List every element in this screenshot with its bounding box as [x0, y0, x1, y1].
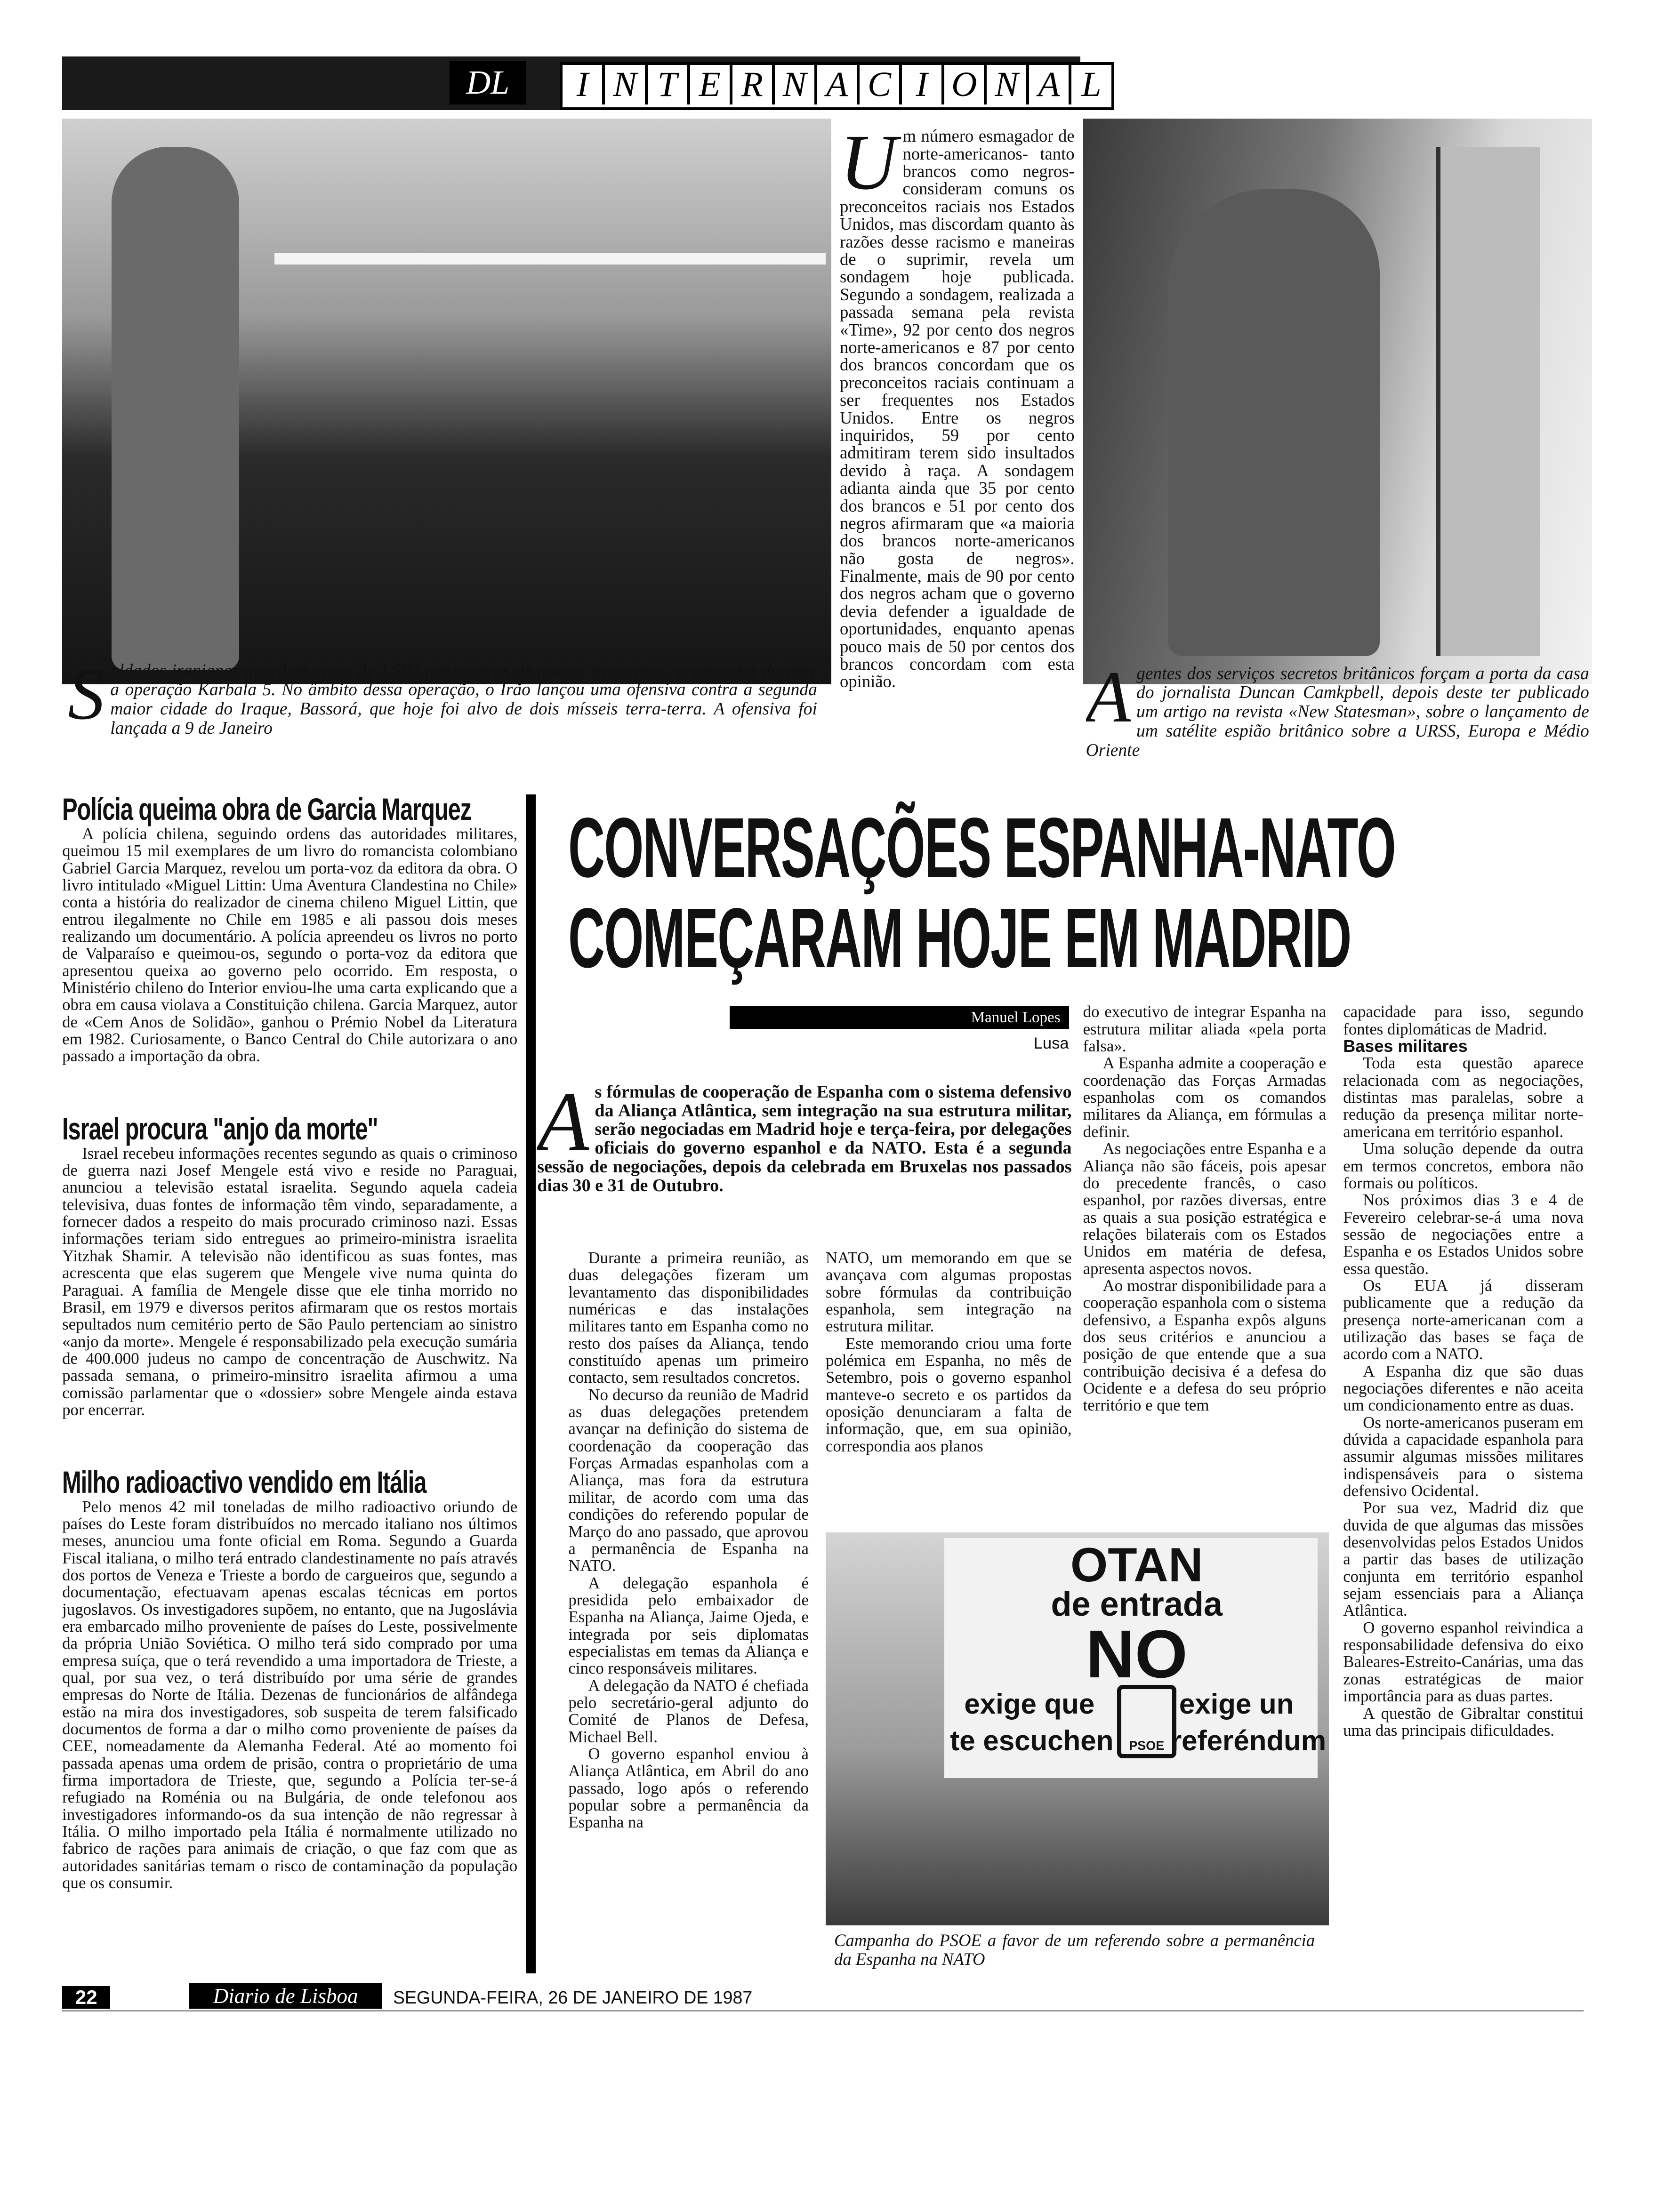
- footer-date: SEGUNDA-FEIRA, 26 DE JANEIRO DE 1987: [393, 1987, 753, 2007]
- dropcap-u: U: [840, 127, 897, 207]
- psoe-photo-caption: Campanha do PSOE a favor de um referendo sobre a permanência da Espanha na NATO: [834, 1931, 1315, 1969]
- fence: [274, 253, 826, 264]
- dropcap-a-lead: A: [537, 1082, 589, 1168]
- photo1-caption-text: oldados iranianos guardam cerca de 1.500 prisioneiros de guerra iraquianos, capturados durante a operação Karbala 5. No âmbito dessa operação, o Irão lançou uma ofensiva contra a segunda maior cidade do Iraque, Bassorá, que hoje foi alvo de dois mísseis terra-terra. A ofensiva foi lançada a 9 de Janeiro: [110, 661, 817, 738]
- photo2-caption: [1086, 665, 1589, 792]
- main-col3: [1083, 1003, 1327, 1526]
- brief2-title: Israel procura "anjo da morte": [62, 1111, 378, 1146]
- sign-otan: OTAN: [1070, 1538, 1203, 1592]
- sign-referendum: referéndum: [1170, 1725, 1327, 1757]
- byline-bar: Manuel Lopes: [730, 1006, 1069, 1029]
- col4-paragraph: Toda esta questão aparece relacionada com as negociações, distintas mas paralelas, sobre a redução da presença militar norte-americana em território espanhol.: [1343, 1054, 1584, 1141]
- story-racism-text: m número esmagador de norte-americanos- tanto brancos como negros- consideram comuns os preconceitos raciais nos Estados Unidos, mas discordam quanto às razões desse racismo e maneiras de o suprimir, revela um sondagem hoje publicada. Segundo a sondagem, realizada a passada semana pela revista «Time», 92 por cento dos negros norte-americanos e 87 por cento dos brancos concordam que os preconceitos raciais continuam a ser frequentes nos Estados Unidos. Entre os negros inquiridos, 59 por cento admitiram terem sido insultados devido à raça. A sondagem adianta ainda que 35 por cento dos brancos e 51 por cento dos negros afirmaram que «a maioria dos brancos norte-americanos não gosta de negros». Finalmente, mais de 90 por cento dos negros acham que o governo devia defender a igualdade de oportunidades, enquanto apenas pouco mais de 50 por centos dos brancos concordam com esta opinião.: [840, 127, 1075, 691]
- col3-paragraph: A Espanha admite a cooperação e coordenação das Forças Armadas espanholas com os comandos militares da Aliança, em fórmulas a definir.: [1083, 1054, 1327, 1141]
- headline-line1: CONVERSAÇÕES ESPANHA-NATO: [568, 800, 1396, 895]
- col1-paragraph: O governo espanhol enviou à Aliança Atlântica, em Abril do ano passado, logo após o referendo popular sobre a permanência da Espanha na: [568, 1744, 809, 1832]
- section-letter: E: [687, 65, 730, 104]
- col3-paragraph: As negociações entre Espanha e a Aliança não são fáceis, pois apesar do precedente francês, o caso espanhol, por razões diversas, entre as quais a sua posição estratégica e relações bilaterais com os Estados Unidos em matéria de defesa, apresenta aspectos novos.: [1083, 1139, 1327, 1278]
- brief1-title: Polícia queima obra de Garcia Marquez: [62, 792, 472, 827]
- col3-paragraph: do executivo de integrar Espanha na estrutura militar aliada «pela porta falsa».: [1083, 1003, 1327, 1056]
- page-number: 22: [62, 1986, 110, 2009]
- dropcap-a2: A: [1086, 664, 1131, 737]
- agency-label: Lusa: [1033, 1034, 1069, 1053]
- sign-exige-un: exige un: [1179, 1688, 1294, 1720]
- footer-rule: [62, 2010, 1584, 2012]
- main-lead-text: s fórmulas de cooperação de Espanha com o sistema defensivo da Aliança Atlântica, sem integração na sua estrutura militar, serão negociadas em Madrid hoje e terça-feira, por delegações oficiais do governo espanhol e da NATO. Esta é a segunda sessão de negociações, depois da celebrada em Bruxelas nos passados dias 30 e 31 de Outubro.: [537, 1082, 1072, 1196]
- section-label-internacional: [560, 62, 1114, 110]
- main-col2: [826, 1250, 1072, 1527]
- section-letter: O: [941, 65, 984, 104]
- section-letter: A: [1026, 65, 1069, 104]
- col2-paragraph: NATO, um memorando em que se avançava com algumas propostas sobre fórmulas da contribuição espanhola, sem integração na estrutura militar.: [825, 1250, 1072, 1336]
- col4-paragraph: O governo espanhol reivindica a responsabilidade defensiva do eixo Baleares-Estreito-Canárias, uma das zonas estratégicas de maior importância para as duas partes.: [1343, 1618, 1584, 1706]
- photo-british-agents: [1083, 119, 1592, 684]
- col4-paragraph: Nos próximos dias 3 e 4 de Fevereiro celebrar-se-á uma nova sessão de negociações entre a Espanha e os Estados Unidos sobre essa questão.: [1343, 1191, 1584, 1278]
- section-letter: N: [602, 65, 644, 104]
- photo-psoe-campaign: [826, 1532, 1329, 1925]
- col4-paragraph: Os norte-americanos puseram em dúvida a capacidade espanhola para assumir algumas missões militares indispensáveis para o sistema defensivo Ocidental.: [1343, 1413, 1584, 1500]
- sign-de-entrada: de entrada: [1051, 1585, 1223, 1623]
- col4-paragraph: Por sua vez, Madrid diz que duvida de que algumas das missões desenvolvidas pelos Estados Unidos a partir das bases de utilização conjunta em território espanhol sejam essenciais para a Aliança Atlântica.: [1343, 1499, 1584, 1620]
- footer-paper-name: Diario de Lisboa: [189, 1983, 381, 2009]
- section-letter: T: [645, 65, 687, 104]
- col4-paragraph: Uma solução depende da outra em termos concretos, embora não formais ou políticos.: [1343, 1139, 1584, 1192]
- agent-figure: [1168, 189, 1380, 656]
- story-racism: [840, 127, 1075, 789]
- brief3-title: Milho radioactivo vendido em Itália: [62, 1465, 426, 1500]
- col1-paragraph: A delegação espanhola é presidida pelo embaixador de Espanha na Aliança, Jaime Ojeda, e integrada por seis diplomatas especialistas em temas da Aliança e cinco responsáveis militares.: [568, 1573, 809, 1678]
- section-letter: C: [857, 65, 899, 104]
- col1-paragraph: No decurso da reunião de Madrid as duas delegações pretendem avançar na definição do sistema de coordenação da cooperação das Forças Armadas espanholas com a Aliança, mas fora da estrutura militar, de acordo com uma das condições do referendo popular de Março do ano passado, que aprovou a permanência de Espanha na NATO.: [568, 1385, 809, 1575]
- subhead-bases-militares: Bases militares: [1343, 1036, 1468, 1056]
- section-letter: A: [814, 65, 857, 104]
- section-letter: I: [899, 65, 941, 104]
- sign-te-escuchen: te escuchen: [950, 1725, 1114, 1757]
- sign-no: NO: [1086, 1615, 1188, 1692]
- col4-paragraph: Os EUA já disseram publicamente que a redução da presença norte-americanan com a utilização das bases se faça de acordo com a NATO.: [1343, 1276, 1584, 1363]
- col4-paragraph: capacidade para isso, segundo fontes diplomáticas de Madrid.: [1343, 1003, 1584, 1038]
- column-divider: [526, 794, 536, 1973]
- photo-iranian-soldiers: [62, 119, 831, 684]
- col3-paragraph: Ao mostrar disponibilidade para a cooperação espanhola com o sistema defensivo, a Espanha expôs alguns dos seus critérios e anunciou a posição de que entende que a sua contribuição decisiva é a defesa do Ocidente e a defesa do seu próprio território e que tem: [1083, 1276, 1327, 1415]
- door: [1436, 147, 1539, 656]
- section-letter: L: [1069, 65, 1111, 104]
- col1-paragraph: Durante a primeira reunião, as duas delegações fizeram um levantamento das disponibilidades numéricas e das instalações militares tanto em Espanha como no resto dos países da Aliança, tendo constituído apenas um primeiro contacto, sem resultados concretos.: [568, 1250, 809, 1387]
- psoe-logo: PSOE: [1117, 1685, 1176, 1758]
- sign-exige-que: exige que: [964, 1688, 1095, 1720]
- brief2-text: Israel recebeu informações recentes segundo as quais o criminoso de guerra nazi Josef Mengele está vivo e reside no Paraguai, anunciou a televisão estatal israelita. Segundo aquela cadeia televisiva, duas fontes de informação têm vindo, separadamente, a fornecer dados a respeito do mais procurado criminoso nazi. Essas informações teriam sido entregues ao primeiro-ministra israelita Yitzhak Shamir. A televisão não identificou as suas fontes, mas acrescenta que elas sugerem que Mengele vive numa quinta do Paraguai. A família de Mengele disse que ele tinha morrido no Brasil, em 1979 e diversos peritos afirmaram que os restos mortais sepultados num cemitério perto de São Paulo pertenciam ao sinistro «anjo da morte». Mengele é responsabilizado pela execução sumária de 400.000 judeus no campo de concentração de Auschwitz. Na passada semana, o primeiro-minsitro israelita afirmou a uma comissão parlamentar que o «dossier» sobre Mengele ainda estava por encerrar.: [62, 1145, 518, 1419]
- main-col1: [568, 1250, 809, 1985]
- col2-paragraph: Este memorando criou uma forte polémica em Espanha, no mês de Setembro, pois o governo espanhol manteve-o secreto e os partidos da oposição denunciaram a falta de informação, que, em sua opinião, correspondia aos planos: [825, 1334, 1072, 1455]
- col4-paragraph: A questão de Gibraltar constitui uma das principais dificuldades.: [1343, 1704, 1584, 1739]
- photo1-caption: [68, 662, 817, 775]
- col4-paragraph: A Espanha diz que são duas negociações diferentes e não aceita um condicionamento entre as duas.: [1343, 1362, 1584, 1415]
- section-logo: DL: [450, 61, 526, 104]
- section-letter: N: [772, 65, 814, 104]
- headline-line2: COMEÇARAM HOJE EM MADRID: [568, 891, 1351, 986]
- section-letter: I: [576, 65, 588, 104]
- main-col4: [1343, 1003, 1584, 1984]
- section-letter: R: [730, 65, 772, 104]
- main-lead: [537, 1083, 1071, 1258]
- soldier-figure: [112, 147, 239, 670]
- col1-paragraph: A delegação da NATO é chefiada pelo secretário-geral adjunto do Comité de Planos de Defesa, Michael Bell.: [568, 1676, 809, 1746]
- brief3-text: Pelo menos 42 mil toneladas de milho radioactivo oriundo de países do Leste foram distribuídos no mercado italiano nos últimos meses, anunciou uma fonte oficial em Roma. Segundo a Guarda Fiscal italiana, o milho terá entrado clandestinamente no país através dos portos de Veneza e Trieste a bordo de cargueiros que, segundo a documentação, efectuavam apenas escalas técnicas em portos jugoslavos. Os investigadores supõem, no entanto, que na Jugoslávia era embarcado milho proveniente de países do Leste, possivelmente da própria União Soviética. O milho terá sido comprado por uma empresa suíça, que o terá revendido a uma importadora de Trieste, a qual, por sua vez, o terá distribuído por uma série de grandes empresas do Norte de Itália. Dezenas de funcionários de alfândega estão na mira dos investigadores, sob suspeita de terem falsificado documentos de forma a dar o milho como proveniente de países da CEE, nomeadamente da Alemanha Federal. Até ao momento foi passada apenas uma ordem de prisão, contra o proprietário de uma firma importadora de Trieste, que, segundo a Polícia ter-se-á refugiado na Roménia ou na Bulgária, de onde telefonou aos investigadores informando-os da sua intenção de não regressar à Itália. O milho importado pela Itália é normalmente utilizado no fabrico de rações para animais de criação, o que faz com que as autoridades sanitárias temam o risco de contaminação da população que os consumir.: [62, 1498, 518, 1892]
- section-letter: N: [984, 65, 1026, 104]
- photo2-caption-text: gentes dos serviços secretos britânicos forçam a porta da casa do jornalista Duncan Camkpbell, depois deste ter publicado um artigo na revista «New Statesman», sobre o lançamento de um satélite espião britânico sobre a URSS, Europa e Médio Oriente: [1086, 664, 1589, 760]
- dropcap-s: S: [68, 661, 105, 735]
- brief1-text: A polícia chilena, seguindo ordens das autoridades militares, queimou 15 mil exemplares de um livro do romancista colombiano Gabriel Garcia Marquez, revelou um porta-voz da editora da obra. O livro intitulado «Miguel Littin: Uma Aventura Clandestina no Chile» conta a história do realizador de cinema chileno Miguel Littin, que entrou ilegalmente no Chile em 1985 e ali passou dois meses realizando um documentário. A polícia apreendeu os livros no porto de Valparaíso e queimou-os, segundo o porta-voz da editora que apresentou queixa ao governo pelo ocorrido. Em resposta, o Ministério chileno do Interior enviou-lhe uma carta explicando que a obra em causa violava a Constituição chilena. Garcia Marquez, autor de «Cem Anos de Solidão», ganhou o Prémio Nobel da Literatura em 1982. Curiosamente, o Banco Central do Chile autorizara o ano passado a importação da obra.: [62, 825, 518, 1066]
